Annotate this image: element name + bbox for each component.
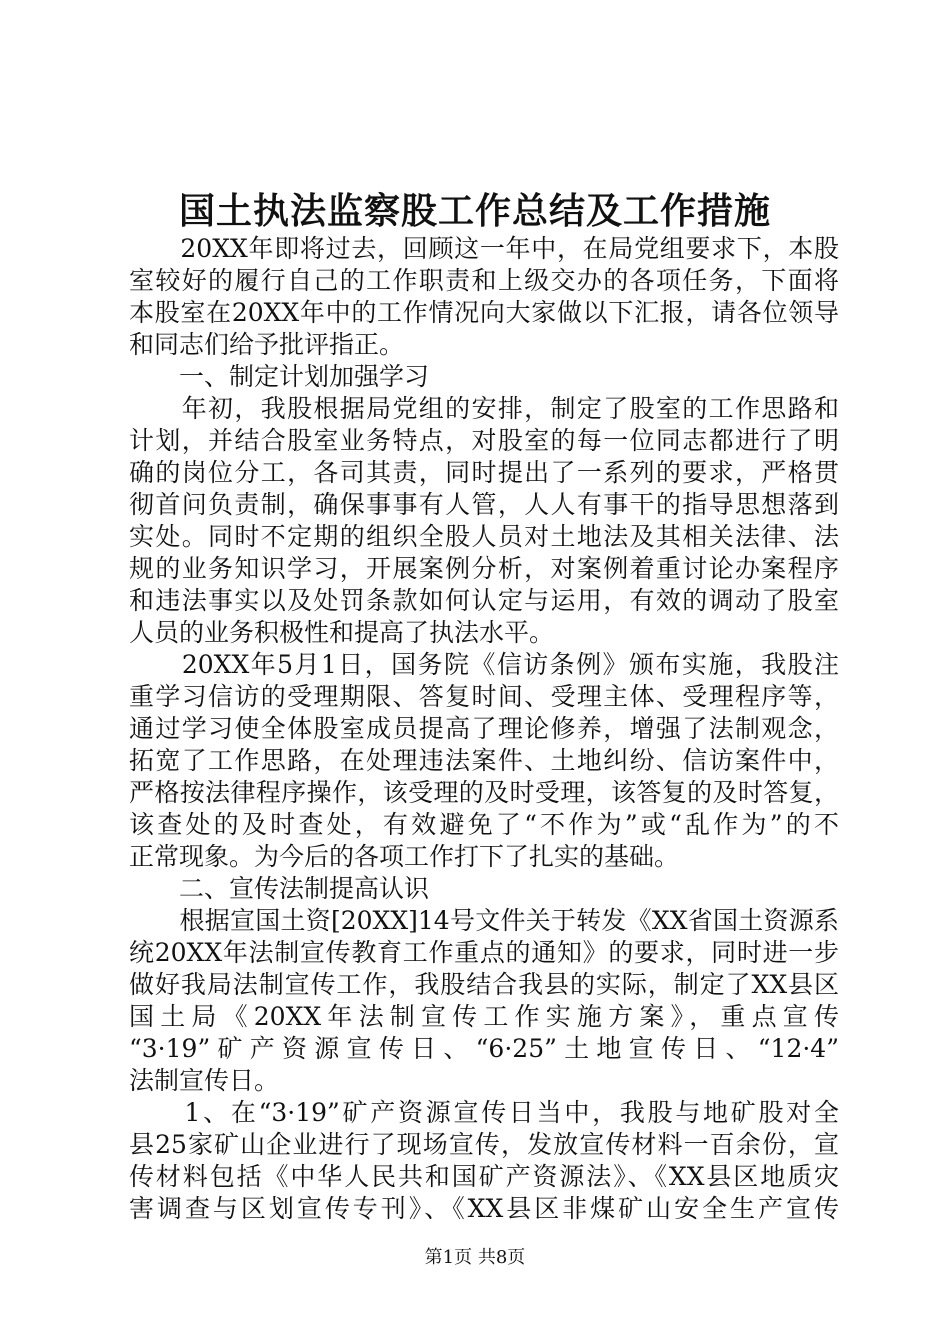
text-line: 法制宣传日。 — [129, 1066, 280, 1095]
text-line: 人员的业务积极性和提高了执法水平。 — [129, 618, 555, 647]
text-line: 害调查与区划宣传专刊》、《XX县区非煤矿山安全生产宣传 — [129, 1194, 839, 1223]
text-line: 实处。同时不定期的组织全股人员对土地法及其相关法律、法 — [129, 522, 839, 551]
text-line: 确的岗位分工，各司其责，同时提出了一系列的要求，严格贯 — [129, 458, 839, 487]
text-line: 计划，并结合股室业务特点，对股室的每一位同志都进行了明 — [129, 426, 839, 455]
text-line: 拓宽了工作思路，在处理违法案件、土地纠纷、信访案件中， — [129, 746, 839, 775]
text-line: 彻首问负责制，确保事事有人管，人人有事干的指导思想落到 — [129, 490, 839, 519]
text-line: 二、宣传法制提高认识 — [129, 874, 430, 903]
text-line: 国土局《20XX年法制宣传工作实施方案》，重点宣传 — [129, 1002, 839, 1031]
text-line: 传材料包括《中华人民共和国矿产资源法》、《XX县区地质灾 — [129, 1162, 839, 1191]
text-line: 一、制定计划加强学习 — [129, 362, 430, 391]
text-line: 根据宣国土资[20XX]14号文件关于转发《XX省国土资源系 — [129, 906, 839, 935]
text-line: 做好我局法制宣传工作，我股结合我县的实际，制定了XX县区 — [129, 970, 839, 999]
text-line: 年初，我股根据局党组的安排，制定了股室的工作思路和 — [129, 394, 839, 423]
text-line: 重学习信访的受理期限、答复时间、受理主体、受理程序等， — [129, 682, 839, 711]
document-body — [129, 233, 839, 1225]
text-line: 统20XX年法制宣传教育工作重点的通知》的要求，同时进一步 — [129, 938, 839, 967]
text-line: 通过学习使全体股室成员提高了理论修养，增强了法制观念， — [129, 714, 839, 743]
text-line: 该查处的及时查处，有效避免了“不作为”或“乱作为”的不 — [129, 810, 839, 839]
text-line: 1、在“3·19”矿产资源宣传日当中，我股与地矿股对全 — [129, 1098, 839, 1127]
document-title: 国土执法监察股工作总结及工作措施 — [178, 190, 771, 232]
text-line: 和违法事实以及处罚条款如何认定与运用，有效的调动了股室 — [129, 586, 839, 615]
text-line: 20XX年5月1日，国务院《信访条例》颁布实施，我股注 — [129, 650, 839, 679]
text-line: 本股室在20XX年中的工作情况向大家做以下汇报，请各位领导 — [129, 298, 839, 327]
text-line: 县25家矿山企业进行了现场宣传，发放宣传材料一百余份，宣 — [129, 1130, 839, 1159]
text-line: 正常现象。为今后的各项工作打下了扎实的基础。 — [129, 842, 680, 871]
text-line: 严格按法律程序操作，该受理的及时受理，该答复的及时答复， — [129, 778, 839, 807]
text-line: 室较好的履行自己的工作职责和上级交办的各项任务，下面将 — [129, 266, 839, 295]
text-line: “3·19”矿产资源宣传日、“6·25”土地宣传日、“12·4” — [129, 1034, 839, 1063]
text-line: 规的业务知识学习，开展案例分析，对案例着重讨论办案程序 — [129, 554, 839, 583]
page-footer: 第1页 共8页 — [424, 1247, 526, 1268]
text-line: 和同志们给予批评指正。 — [129, 330, 405, 359]
text-line: 20XX年即将过去，回顾这一年中，在局党组要求下，本股 — [129, 234, 839, 263]
